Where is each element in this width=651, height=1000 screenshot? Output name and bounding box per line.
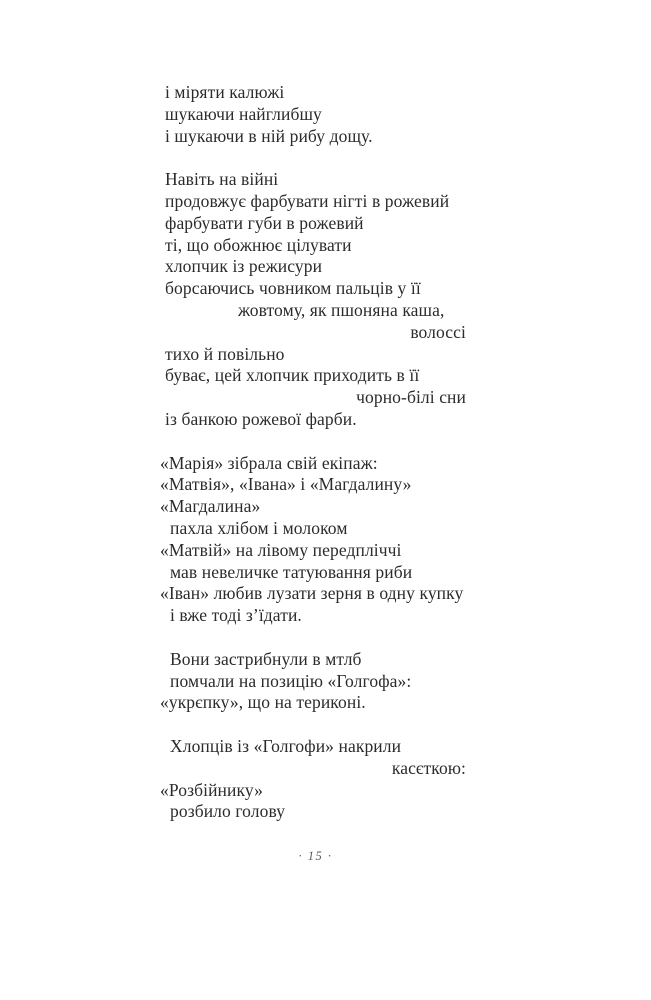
poem-line: ті, що обожнює цілувати <box>165 234 352 255</box>
poem-line: чорно-білі сни <box>356 387 466 408</box>
poem-line: пахла хлібом і молоком <box>170 517 348 538</box>
stanza <box>160 735 466 823</box>
poem-line: «Матвій» на лівому передпліччі <box>160 539 402 560</box>
poem-line: мав невеличке татуювання риби <box>170 561 413 582</box>
poem-line: продовжує фарбувати нігті в рожевий <box>165 190 450 211</box>
poem-line: фарбувати губи в рожевий <box>165 212 364 233</box>
poem-line: розбило голову <box>170 801 286 822</box>
stanza <box>165 82 466 147</box>
poem-line: із банкою рожевої фарби. <box>165 408 357 429</box>
poem-line: і шукаючи в ній рибу дощу. <box>165 125 373 146</box>
poem-line: і міряти калюжі <box>165 82 285 102</box>
poem-line: Вони застрибнули в мтлб <box>170 648 362 669</box>
poem-line: помчали на позицію «Голгофа»: <box>170 670 412 691</box>
poem-line: волоссі <box>410 321 466 342</box>
poem-line: «Магдалина» <box>160 496 261 517</box>
stanza <box>160 648 466 714</box>
poem-line: «Матвія», «Івана» і «Магдалину» <box>160 474 412 495</box>
poem-line: борсаючись човником пальців у її <box>165 278 421 299</box>
poem-line: буває, цей хлопчик приходить в її <box>165 365 420 386</box>
poem-line: Хлопців із «Голгофи» накрили <box>170 735 402 756</box>
poem-line: шукаючи найглибшу <box>165 103 322 124</box>
poem-line: хлопчик із режисури <box>165 256 323 277</box>
poem-line: і вже тоді з’їдати. <box>170 605 302 626</box>
poem-line: «Розбійнику» <box>160 779 263 800</box>
poem-text <box>160 82 466 823</box>
poem-line: жовтому, як пшоняна каша, <box>238 299 445 320</box>
page-number: · 15 · <box>298 849 333 863</box>
poem-line: «укрєпку», що на териконі. <box>160 692 366 713</box>
poem-line: тихо й повільно <box>165 343 285 364</box>
poem-line: касєткою: <box>391 757 466 778</box>
poem-line: «Іван» любив лузати зерня в одну купку <box>160 583 464 604</box>
poem-line: «Марія» зібрала свій екіпаж: <box>160 452 378 473</box>
poem-line: Навіть на війні <box>165 169 279 190</box>
stanza <box>165 169 466 431</box>
stanza <box>160 452 466 627</box>
